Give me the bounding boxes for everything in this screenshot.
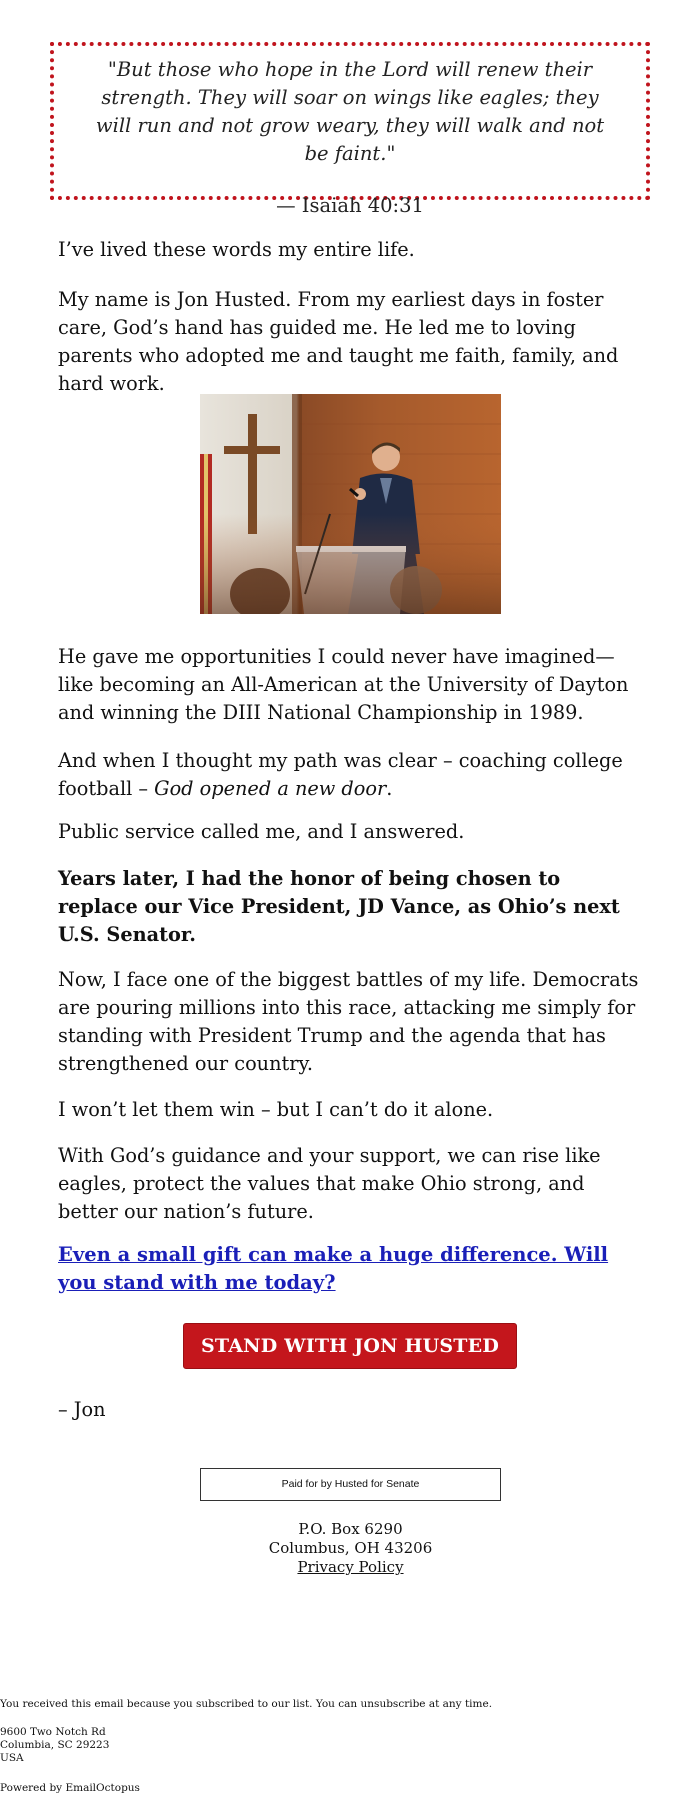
- paragraph-intro: I’ve lived these words my entire life.: [58, 238, 415, 261]
- quote-box: [50, 42, 650, 217]
- path-text-a: And when I thought my path was clear – coaching college football –: [58, 749, 623, 800]
- paragraph-battle: Now, I face one of the biggest battles of my life. Democrats are pouring millions into this race, attacking me simply for standing with President Trump and the agenda that has strengthened our country.: [58, 968, 639, 1075]
- paragraph-guidance: With God’s guidance and your support, we can rise like eagles, protect the values that make Ohio strong, and better our nation’s future.: [58, 1144, 601, 1223]
- speaker-photo-image: [200, 394, 501, 614]
- city-line: Columbus, OH 43206: [268, 1539, 433, 1557]
- campaign-address: [200, 1520, 501, 1577]
- subscription-notice: You received this email because you subscribed to our list. You can unsubscribe at any time.: [0, 1698, 493, 1710]
- po-box: P.O. Box 6290: [298, 1520, 403, 1538]
- signoff: – Jon: [58, 1398, 106, 1421]
- sender-address: [0, 1726, 109, 1765]
- paid-for-disclaimer: Paid for by Husted for Senate: [200, 1468, 501, 1501]
- quote-reference: — Isaiah 40:31: [276, 194, 424, 217]
- stand-with-jon-button[interactable]: STAND WITH JON HUSTED: [183, 1323, 517, 1369]
- sender-address-line2: Columbia, SC 29223: [0, 1739, 110, 1751]
- paragraph-public-service: Public service called me, and I answered.: [58, 820, 465, 843]
- path-text-end: .: [386, 777, 393, 800]
- path-text-emphasis: God opened a new door: [154, 777, 387, 800]
- paragraph-path: [58, 747, 642, 803]
- speaker-photo: [200, 394, 501, 614]
- privacy-policy-link[interactable]: Privacy Policy: [297, 1558, 404, 1576]
- paragraph-alone: I won’t let them win – but I can’t do it alone.: [58, 1098, 494, 1121]
- sender-address-line3: USA: [0, 1752, 24, 1764]
- paragraph-senator: Years later, I had the honor of being chosen to replace our Vice President, JD Vance, as Ohio’s next U.S. Senator.: [58, 867, 620, 946]
- paragraph-name: My name is Jon Husted. From my earliest days in foster care, God’s hand has guided me. He led me to loving parents who adopted me and taught me faith, family, and hard work.: [58, 288, 619, 395]
- quote-text: "But those who hope in the Lord will renew their strength. They will soar on wings like eagles; they will run and not grow weary, they will walk and not be faint.": [95, 58, 605, 165]
- donate-link-paragraph: [58, 1241, 642, 1297]
- powered-by-link[interactable]: Powered by EmailOctopus: [0, 1782, 140, 1794]
- paragraph-opportunities: He gave me opportunities I could never have imagined—like becoming an All-American at the University of Dayton and winning the DIII National Championship in 1989.: [58, 645, 629, 724]
- donate-link[interactable]: Even a small gift can make a huge difference. Will you stand with me today?: [58, 1243, 609, 1294]
- sender-address-line1: 9600 Two Notch Rd: [0, 1726, 106, 1738]
